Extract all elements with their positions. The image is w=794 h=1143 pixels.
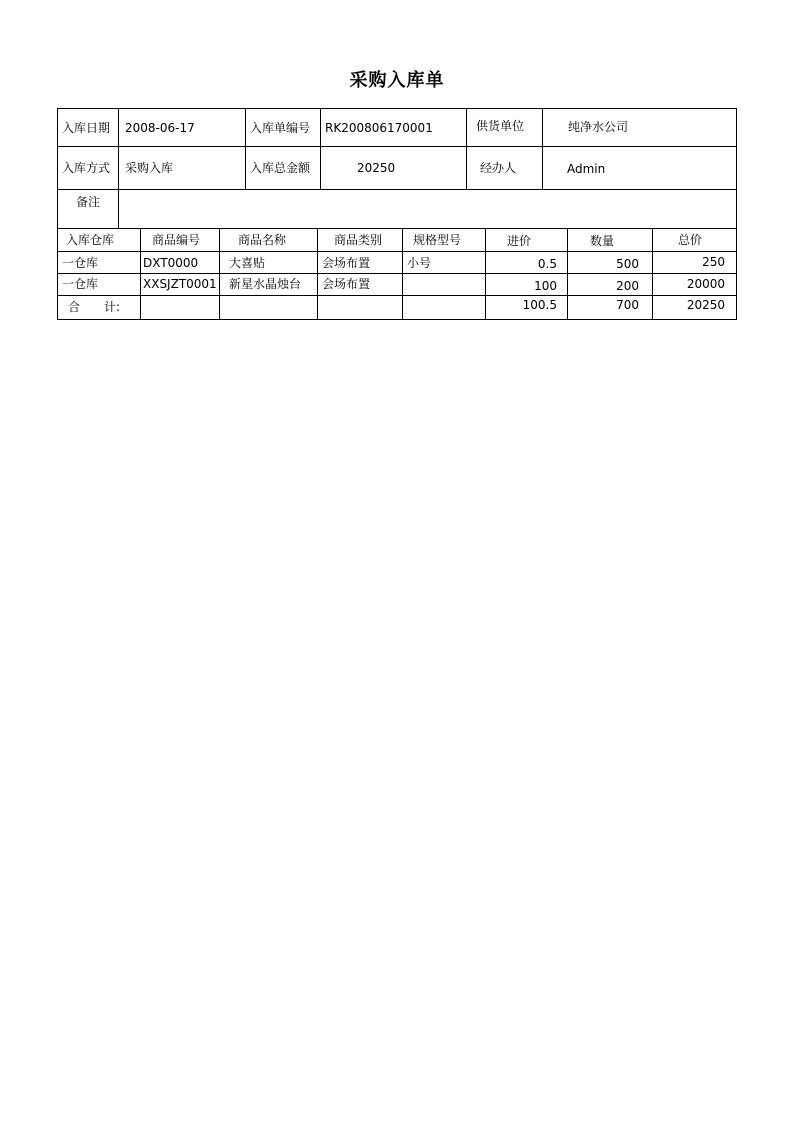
column-header-unit-price: 进价 [507,234,532,248]
total-row-label: 合 计: [68,300,121,314]
row2-amount: 20000 [686,277,725,291]
column-header-warehouse: 入库仓库 [66,233,115,247]
header-col-divider [118,108,119,189]
supplier-label: 供货单位 [476,119,525,133]
row1-category: 会场布置 [322,256,371,270]
row2-category: 会场布置 [322,277,371,291]
items-col-divider [485,228,486,320]
column-header-category: 商品类别 [334,233,383,247]
total-row-amount: 20250 [686,298,725,312]
order-no-label: 入库单编号 [250,121,311,135]
handler-value: Admin [567,162,606,176]
row1-unit-price: 0.5 [537,257,557,271]
total-row-unit-price: 100.5 [522,298,557,312]
row1-amount: 250 [702,255,725,269]
items-col-divider [140,228,141,320]
header-row-divider-2 [57,189,737,190]
column-header-product-code: 商品编号 [152,233,201,247]
row1-warehouse: 一仓库 [62,256,99,270]
items-row-divider [57,295,737,296]
column-header-product-name: 商品名称 [238,233,287,247]
header-col-divider [466,108,467,189]
order-no-value: RK200806170001 [325,121,433,135]
row2-quantity: 200 [616,279,639,293]
supplier-value: 纯净水公司 [568,120,629,134]
header-col-divider [245,108,246,189]
row1-product-name: 大喜贴 [229,256,266,270]
total-amount-value: 20250 [357,161,396,175]
items-row-divider [57,273,737,274]
row1-product-code: DXT0000 [143,256,199,270]
total-amount-label: 入库总金额 [250,161,311,175]
remark-col-divider [118,189,119,229]
items-col-divider [567,228,568,320]
row2-unit-price: 100 [534,279,557,293]
header-row-divider-1 [57,146,737,147]
row1-quantity: 500 [616,257,639,271]
row2-warehouse: 一仓库 [62,277,99,291]
items-col-divider [652,228,653,320]
date-value: 2008-06-17 [125,121,195,135]
items-col-divider [402,228,403,320]
column-header-spec: 规格型号 [413,233,462,247]
handler-label: 经办人 [480,161,517,175]
method-value: 采购入库 [125,161,174,175]
items-col-divider [317,228,318,320]
items-row-divider [57,251,737,252]
header-col-divider [320,108,321,189]
page-title: 采购入库单 [349,70,445,91]
method-label: 入库方式 [62,161,111,175]
header-col-divider [542,108,543,189]
items-col-divider [219,228,220,320]
date-label: 入库日期 [62,121,111,135]
row2-product-name: 新星水晶烛台 [229,277,302,291]
row2-product-code: XXSJZT0001 [143,277,217,291]
total-row-quantity: 700 [616,298,639,312]
remark-label: 备注 [76,195,101,209]
column-header-amount: 总价 [678,233,703,247]
column-header-quantity: 数量 [590,234,615,248]
row1-spec: 小号 [407,256,432,270]
